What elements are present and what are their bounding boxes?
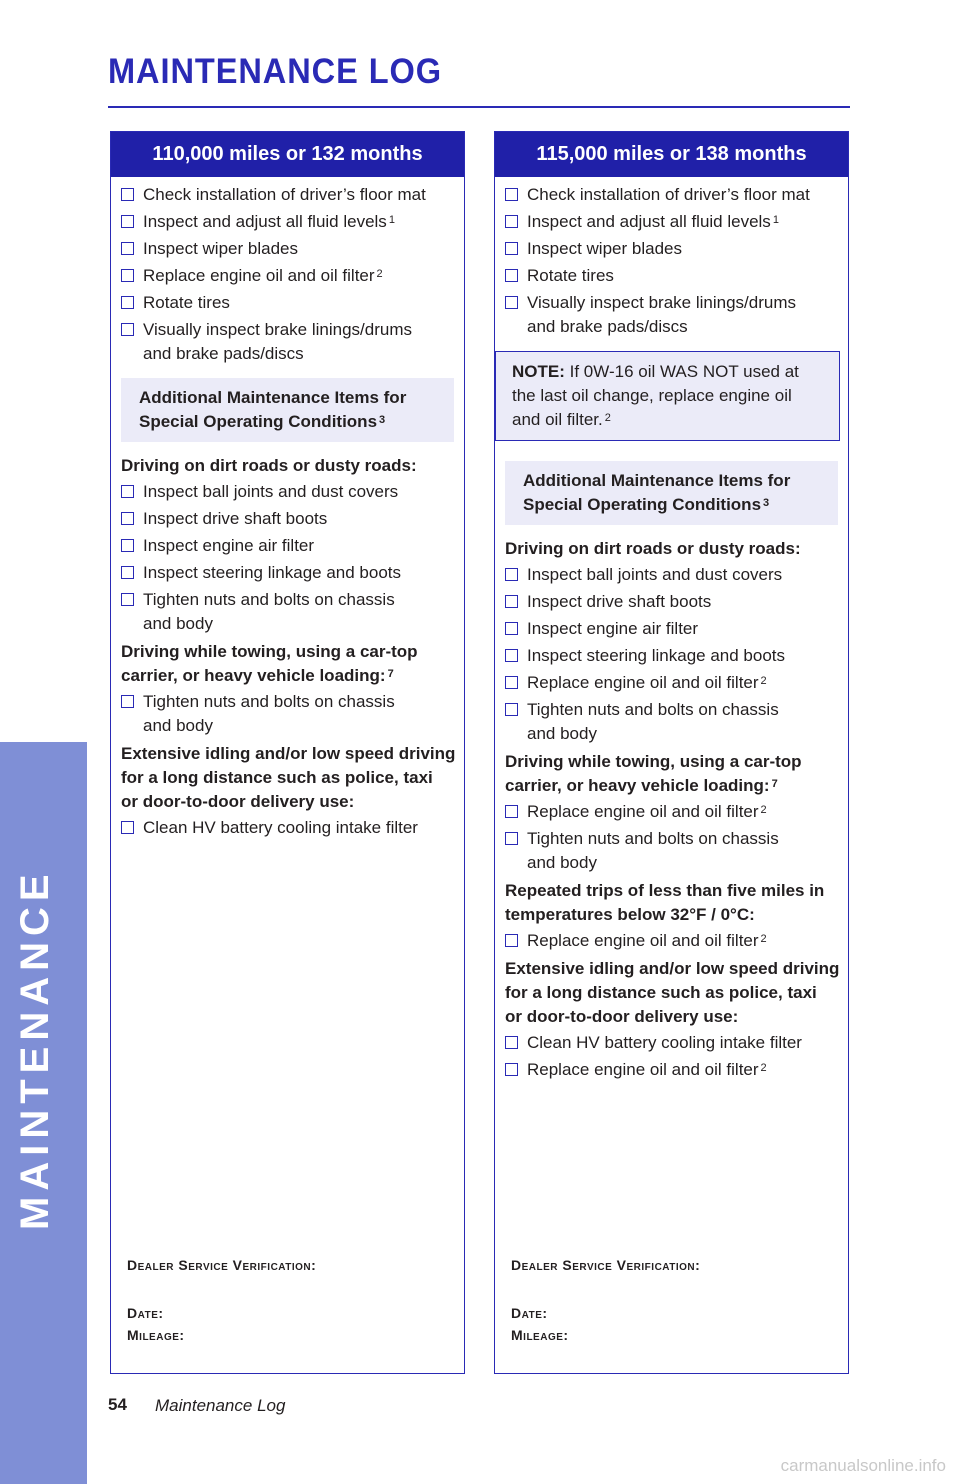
page-number: 54 xyxy=(108,1395,127,1414)
checkbox-icon[interactable] xyxy=(505,568,518,581)
checklist-item[interactable]: Inspect engine air filter xyxy=(503,617,840,641)
checkbox-icon[interactable] xyxy=(505,242,518,255)
checklist-item[interactable]: Inspect engine air filter xyxy=(119,534,456,558)
checklist-item[interactable]: Replace engine oil and oil filter $^2$ xyxy=(119,264,456,288)
checklist-item[interactable]: Rotate tires xyxy=(503,264,840,288)
checklist-item[interactable]: Replace engine oil and oil filter $^2$ xyxy=(503,671,840,695)
checkbox-icon[interactable] xyxy=(121,539,134,552)
checkbox-icon[interactable] xyxy=(121,188,134,201)
checklist-item[interactable]: Tighten nuts and bolts on chassis and body xyxy=(119,588,456,636)
checklist-item[interactable]: Inspect wiper blades xyxy=(503,237,840,261)
date-label: Date: xyxy=(511,1305,548,1321)
card-header: 110,000 miles or 132 months xyxy=(111,132,464,177)
page-title: MAINTENANCE LOG xyxy=(108,52,443,91)
checklist-item[interactable]: Tighten nuts and bolts on chassis and body xyxy=(503,827,840,875)
checkbox-icon[interactable] xyxy=(505,805,518,818)
checkbox-icon[interactable] xyxy=(121,695,134,708)
mileage-label: Mileage: xyxy=(511,1327,569,1343)
checkbox-icon[interactable] xyxy=(121,242,134,255)
checkbox-icon[interactable] xyxy=(505,215,518,228)
checklist-item[interactable]: Inspect and adjust all fluid levels $^1$ xyxy=(503,210,840,234)
checkbox-icon[interactable] xyxy=(121,215,134,228)
checklist-item[interactable]: Tighten nuts and bolts on chassis and body xyxy=(503,698,840,746)
checkbox-icon[interactable] xyxy=(121,512,134,525)
maintenance-card-115k xyxy=(494,131,849,1374)
checklist-item[interactable]: Rotate tires xyxy=(119,291,456,315)
checkbox-icon[interactable] xyxy=(505,934,518,947)
date-label: Date: xyxy=(127,1305,164,1321)
checkbox-icon[interactable] xyxy=(505,649,518,662)
checklist-item[interactable]: Inspect and adjust all fluid levels $^1$ xyxy=(119,210,456,234)
condition-heading: Driving on dirt roads or dusty roads: xyxy=(121,456,417,475)
checkbox-icon[interactable] xyxy=(505,676,518,689)
condition-heading: Repeated trips of less than five miles in temperatures below 32°F / 0°C: xyxy=(505,881,825,924)
maintenance-card-110k xyxy=(110,131,465,1374)
checklist-item[interactable]: Inspect ball joints and dust covers xyxy=(119,480,456,504)
checklist-item[interactable]: Check installation of driver’s floor mat xyxy=(119,183,456,207)
checkbox-icon[interactable] xyxy=(505,832,518,845)
checklist-item[interactable]: Check installation of driver’s floor mat xyxy=(503,183,840,207)
checkbox-icon[interactable] xyxy=(121,296,134,309)
checkbox-icon[interactable] xyxy=(505,703,518,716)
page-section-label: Maintenance Log xyxy=(155,1396,286,1415)
checkbox-icon[interactable] xyxy=(121,566,134,579)
checklist-item[interactable]: Inspect drive shaft boots xyxy=(119,507,456,531)
checklist-item[interactable]: Clean HV battery cooling intake filter xyxy=(119,816,456,840)
mileage-label: Mileage: xyxy=(127,1327,185,1343)
checklist-item[interactable]: Inspect steering linkage and boots xyxy=(119,561,456,585)
checkbox-icon[interactable] xyxy=(121,593,134,606)
checklist-item[interactable]: Replace engine oil and oil filter $^2$ xyxy=(503,800,840,824)
checklist-item[interactable]: Replace engine oil and oil filter $^2$ xyxy=(503,1058,840,1082)
condition-heading: Driving while towing, using a car-top carrier, or heavy vehicle loading: $^7$ xyxy=(505,752,802,795)
additional-items-heading: Additional Maintenance Items for Special Operating Conditions $^3$ xyxy=(121,378,454,442)
checkbox-icon[interactable] xyxy=(505,269,518,282)
condition-heading: Extensive idling and/or low speed driving for a long distance such as police, taxi or door-to-door delivery use: xyxy=(505,959,840,1026)
checkbox-icon[interactable] xyxy=(505,595,518,608)
checkbox-icon[interactable] xyxy=(121,821,134,834)
checklist-item[interactable]: Inspect drive shaft boots xyxy=(503,590,840,614)
checklist-item[interactable]: Inspect wiper blades xyxy=(119,237,456,261)
watermark: carmanualsonline.info xyxy=(780,1456,946,1475)
checklist-item[interactable]: Visually inspect brake linings/drums and brake pads/discs xyxy=(503,291,840,339)
title-divider xyxy=(108,106,850,108)
checkbox-icon[interactable] xyxy=(121,485,134,498)
condition-heading: Driving on dirt roads or dusty roads: xyxy=(505,539,801,558)
dealer-verification-label: Dealer Service Verification: xyxy=(127,1257,317,1273)
oil-note: NOTE: If 0W-16 oil WAS NOT used at the last oil change, replace engine oil and oil filter. $^2$ xyxy=(495,351,840,441)
condition-heading: Driving while towing, using a car-top carrier, or heavy vehicle loading: $^7$ xyxy=(121,642,418,685)
checklist-item[interactable]: Visually inspect brake linings/drums and brake pads/discs xyxy=(119,318,456,366)
checkbox-icon[interactable] xyxy=(505,1036,518,1049)
checkbox-icon[interactable] xyxy=(505,1063,518,1076)
condition-heading: Extensive idling and/or low speed driving for a long distance such as police, taxi or door-to-door delivery use: xyxy=(121,744,456,811)
checkbox-icon[interactable] xyxy=(505,296,518,309)
dealer-verification-label: Dealer Service Verification: xyxy=(511,1257,701,1273)
card-header: 115,000 miles or 138 months xyxy=(495,132,848,177)
checkbox-icon[interactable] xyxy=(505,622,518,635)
side-label: MAINTENANCE xyxy=(13,868,57,1230)
checklist-item[interactable]: Clean HV battery cooling intake filter xyxy=(503,1031,840,1055)
checkbox-icon[interactable] xyxy=(121,269,134,282)
checkbox-icon[interactable] xyxy=(121,323,134,336)
checkbox-icon[interactable] xyxy=(505,188,518,201)
checklist-item[interactable]: Replace engine oil and oil filter $^2$ xyxy=(503,929,840,953)
checklist-item[interactable]: Inspect ball joints and dust covers xyxy=(503,563,840,587)
checklist-item[interactable]: Inspect steering linkage and boots xyxy=(503,644,840,668)
checklist-item[interactable]: Tighten nuts and bolts on chassis and body xyxy=(119,690,456,738)
additional-items-heading: Additional Maintenance Items for Special Operating Conditions $^3$ xyxy=(505,461,838,525)
